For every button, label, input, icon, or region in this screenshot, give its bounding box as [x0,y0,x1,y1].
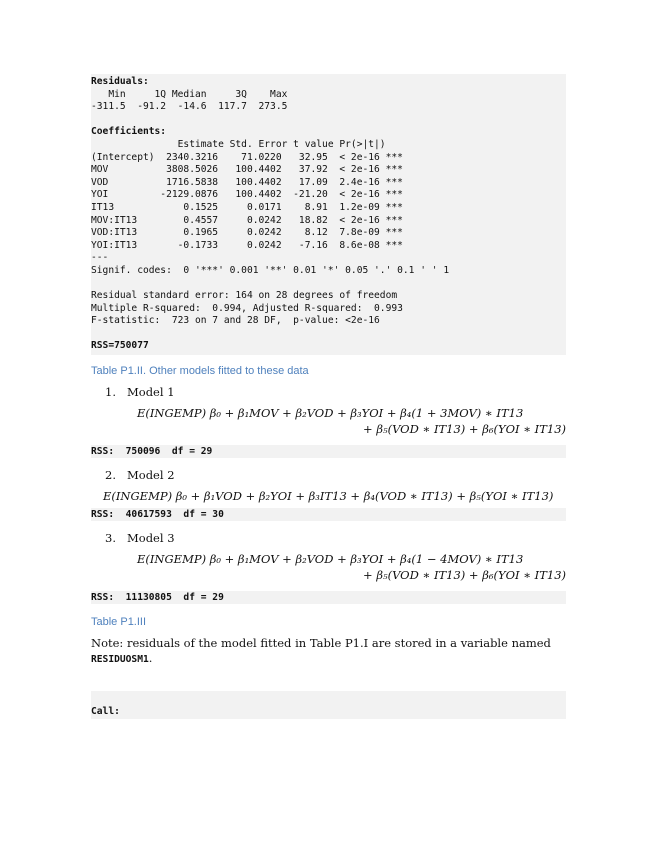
model-1-heading [105,385,566,399]
regression-summary-block [91,74,566,355]
coef-row-vod-it13: VOD:IT13 0.1965 0.0242 8.12 7.8e-09 *** [91,227,403,239]
residuals-values: -311.5 -91.2 -14.6 117.7 273.5 [91,101,294,113]
r-squared: Multiple R-squared: 0.994, Adjusted R-squared: 0.993 [91,302,409,314]
model-1-name: Model 1 [127,385,175,400]
model-3-equation-line-2: + β₅(VOD ∗ IT13) + β₆(YOI ∗ IT13) [363,568,566,583]
model-3-name: Model 3 [127,531,175,546]
note-variable: RESIDUOSM1 [91,654,149,666]
residuals-title: Residuals: [91,76,149,87]
coef-row-yoi-it13: YOI:IT13 -0.1733 0.0242 -7.16 8.6e-08 *** [91,239,403,251]
model-1-equation [91,405,566,437]
model-2-heading [105,468,566,482]
coef-row-it13: IT13 0.1525 0.0171 8.91 1.2e-09 *** [91,201,403,213]
document-page [91,74,566,719]
coef-row-mov: MOV 3808.5026 100.4402 37.92 < 2e-16 *** [91,164,403,176]
call-label: Call: [91,706,120,718]
model-3-rss: RSS: 11130805 df = 29 [91,591,566,604]
model-2-equation [91,488,566,504]
model-3-heading [105,531,566,545]
model-1-number: 1. [105,385,116,400]
model-2-name: Model 2 [127,468,175,483]
model-2-number: 2. [105,468,116,483]
note-paragraph [91,636,566,667]
table-p1-iii-caption: Table P1.III [91,616,147,629]
f-statistic: F-statistic: 723 on 7 and 28 DF, p-value: <2e-16 [91,315,380,327]
model-1-equation-line-1: E(INGEMP) β₀ + β₁MOV + β₂VOD + β₃YOI + β₄(1 + 3MOV) ∗ IT13 [137,406,524,421]
coefficients-header: Estimate Std. Error t value Pr(>|t|) [91,138,409,150]
coefficients-title: Coefficients: [91,126,167,138]
model-1-rss: RSS: 750096 df = 29 [91,445,566,458]
table-p1-ii-caption: Table P1.II. Other models fitted to these data [91,365,309,378]
coef-row-yoi: YOI -2129.0876 100.4402 -21.20 < 2e-16 *** [91,189,403,201]
call-code-block [91,691,566,719]
model-1-equation-line-2: + β₅(VOD ∗ IT13) + β₆(YOI ∗ IT13) [363,422,566,437]
note-text: Note: residuals of the model fitted in Table P1.I are stored in a variable named [91,636,551,651]
coef-row-mov-it13: MOV:IT13 0.4557 0.0242 18.82 < 2e-16 *** [91,214,403,226]
model-2-rss: RSS: 40617593 df = 30 [91,508,566,521]
residual-standard-error: Residual standard error: 164 on 28 degrees of freedom [91,290,398,302]
residuals-header: Min 1Q Median 3Q Max [91,88,294,100]
model-3-equation [91,551,566,583]
model-3-number: 3. [105,531,116,546]
rss-value: RSS=750077 [91,340,149,352]
model-2-equation-line-1: E(INGEMP) β₀ + β₁VOD + β₂YOI + β₃IT13 + β₄(VOD ∗ IT13) + β₅(YOI ∗ IT13) [103,489,554,504]
coef-row-vod: VOD 1716.5838 100.4402 17.09 2.4e-16 *** [91,176,403,188]
note-period: . [148,651,153,666]
coef-row-intercept: (Intercept) 2340.3216 71.0220 32.95 < 2e-16 *** [91,151,403,163]
signif-codes: Signif. codes: 0 '***' 0.001 '**' 0.01 '*' 0.05 '.' 0.1 ' ' 1 [91,264,450,276]
model-3-equation-line-1: E(INGEMP) β₀ + β₁MOV + β₂VOD + β₃YOI + β₄(1 − 4MOV) ∗ IT13 [137,552,524,567]
dashes: --- [91,252,109,264]
